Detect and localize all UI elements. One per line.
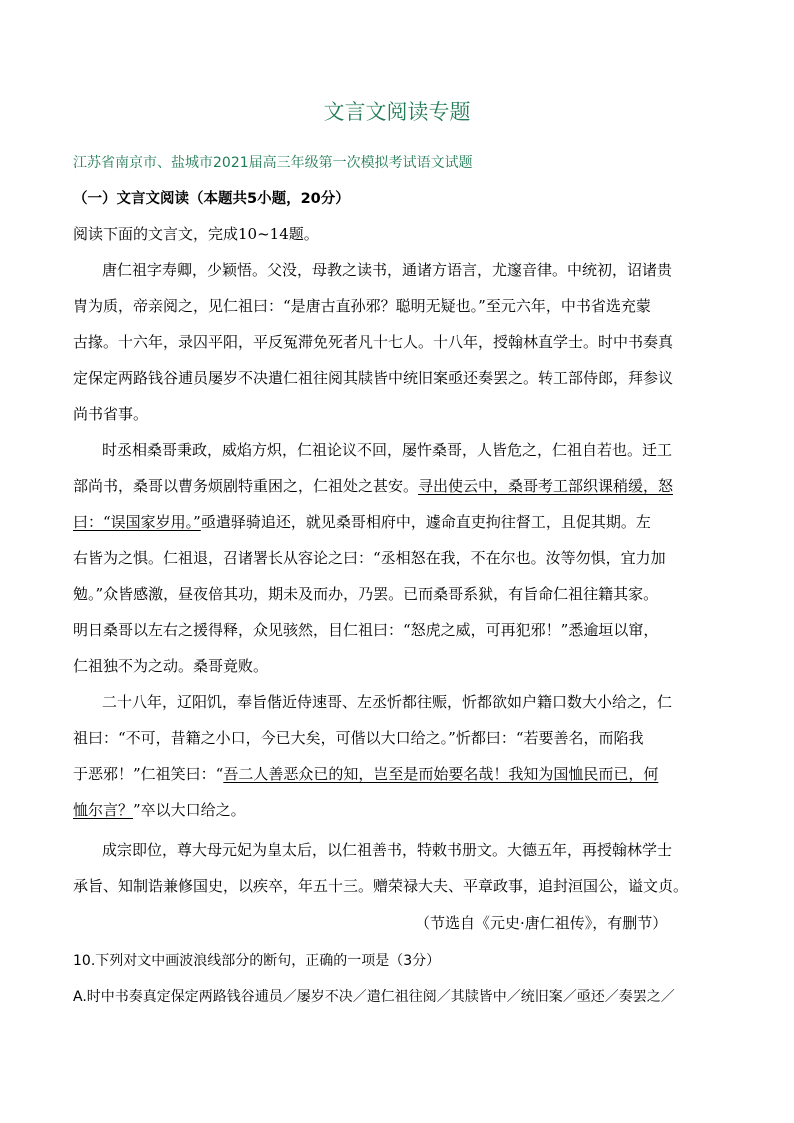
answer-option-a: A.时中书奏真定保定两路钱谷逋员／屡岁不决／遣仁祖往阅／其牍皆中／统旧案／亟还／奏罢之／ — [73, 989, 675, 1005]
passage-line: 祖曰：“不可，昔籍之小口，今已大矣，可偕以大口给之。”忻都曰：“若要善名，而陷我 — [73, 729, 644, 747]
passage-line: 尚书省事。 — [73, 405, 149, 423]
passage-line: 仁祖独不为之动。桑哥竟败。 — [73, 657, 269, 675]
passage-text: ”卒以大口给之。 — [133, 801, 246, 819]
passage-line: 右皆为之惧。仁祖退，召诸署长从容论之曰：“丞相怒在我，不在尔也。汝等勿惧，宜力加 — [73, 549, 666, 567]
passage-line: 勉。”众皆感激，昼夜倍其功，期未及而办，乃罢。已而桑哥系狱，有旨命仁祖往籍其家。 — [73, 585, 659, 603]
passage-line — [73, 800, 246, 820]
passage-line: 明日桑哥以左右之援得释，众见骇然，目仁祖曰：“怒虎之威，可再犯邪！”悉逾垣以窜， — [73, 621, 659, 639]
passage-line: 古掾。十六年，录囚平阳，平反冤滞免死者凡十七人。十八年，授翰林直学士。时中书奏真 — [73, 333, 674, 351]
passage-text: 亟遣驿骑追还，就见桑哥相府中，遽命直吏拘往督工，且促其期。左 — [200, 513, 651, 531]
passage-line: 唐仁祖字寿卿，少颖悟。父没，母教之读书，通诸方语言，尤邃音律。中统初，诏诸贵 — [102, 261, 673, 279]
passage-line: 二十八年，辽阳饥，奉旨偕近侍速哥、左丞忻都往赈，忻都欲如户籍口数大小给之，仁 — [102, 693, 673, 711]
question-stem: 10.下列对文中画波浪线部分的断句，正确的一项是（3分） — [73, 953, 441, 969]
passage-text: 于恶邪！”仁祖笑曰：“ — [73, 765, 224, 783]
passage-line: 定保定两路钱谷逋员屡岁不决遣仁祖往阅其牍皆中统旧案亟还奏罢之。转工部侍郎，拜参议 — [73, 369, 674, 387]
section-heading: （一）文言文阅读（本题共5小题，20分） — [73, 191, 350, 207]
underlined-text: 恤尔言？ — [73, 801, 134, 819]
exam-source: 江苏省南京市、盐城市2021届高三年级第一次模拟考试语文试题 — [73, 155, 473, 171]
passage-line: 承旨、知制诰兼修国史，以疾卒，年五十三。赠荣禄大夫、平章政事，追封洹国公，谥文贞。 — [73, 877, 689, 895]
passage-line: 时丞相桑哥秉政，威焰方炽，仁祖论议不回，屡忤桑哥，人皆危之，仁祖自若也。迁工 — [102, 441, 673, 459]
passage-text: 部尚书，桑哥以曹务烦剧特重困之，仁祖处之甚安。 — [73, 477, 419, 495]
underlined-text: 曰：“误国家岁用。” — [73, 513, 201, 531]
instruction: 阅读下面的文言文，完成10~14题。 — [73, 225, 319, 243]
passage-line — [73, 764, 658, 784]
underlined-text: 寻出使云中，桑哥考工部织课稍缓，怒 — [418, 477, 674, 495]
passage-line — [73, 476, 673, 496]
underlined-text: 吾二人善恶众已的知，岂至是而始要名哉！我知为国恤民而已，何 — [223, 765, 659, 783]
source-credit: （节选自《元史·唐仁祖传》，有删节） — [415, 914, 668, 932]
page-title: 文言文阅读专题 — [323, 100, 471, 124]
passage-line: 成宗即位，尊大母元妃为皇太后，以仁祖善书，特敕书册文。大德五年，再授翰林学士 — [102, 841, 673, 859]
passage-line: 冑为质，帝亲阅之，见仁祖曰：“是唐古直孙邪？聪明无疑也。”至元六年，中书省选充蒙 — [73, 297, 651, 315]
passage-line — [73, 512, 651, 532]
